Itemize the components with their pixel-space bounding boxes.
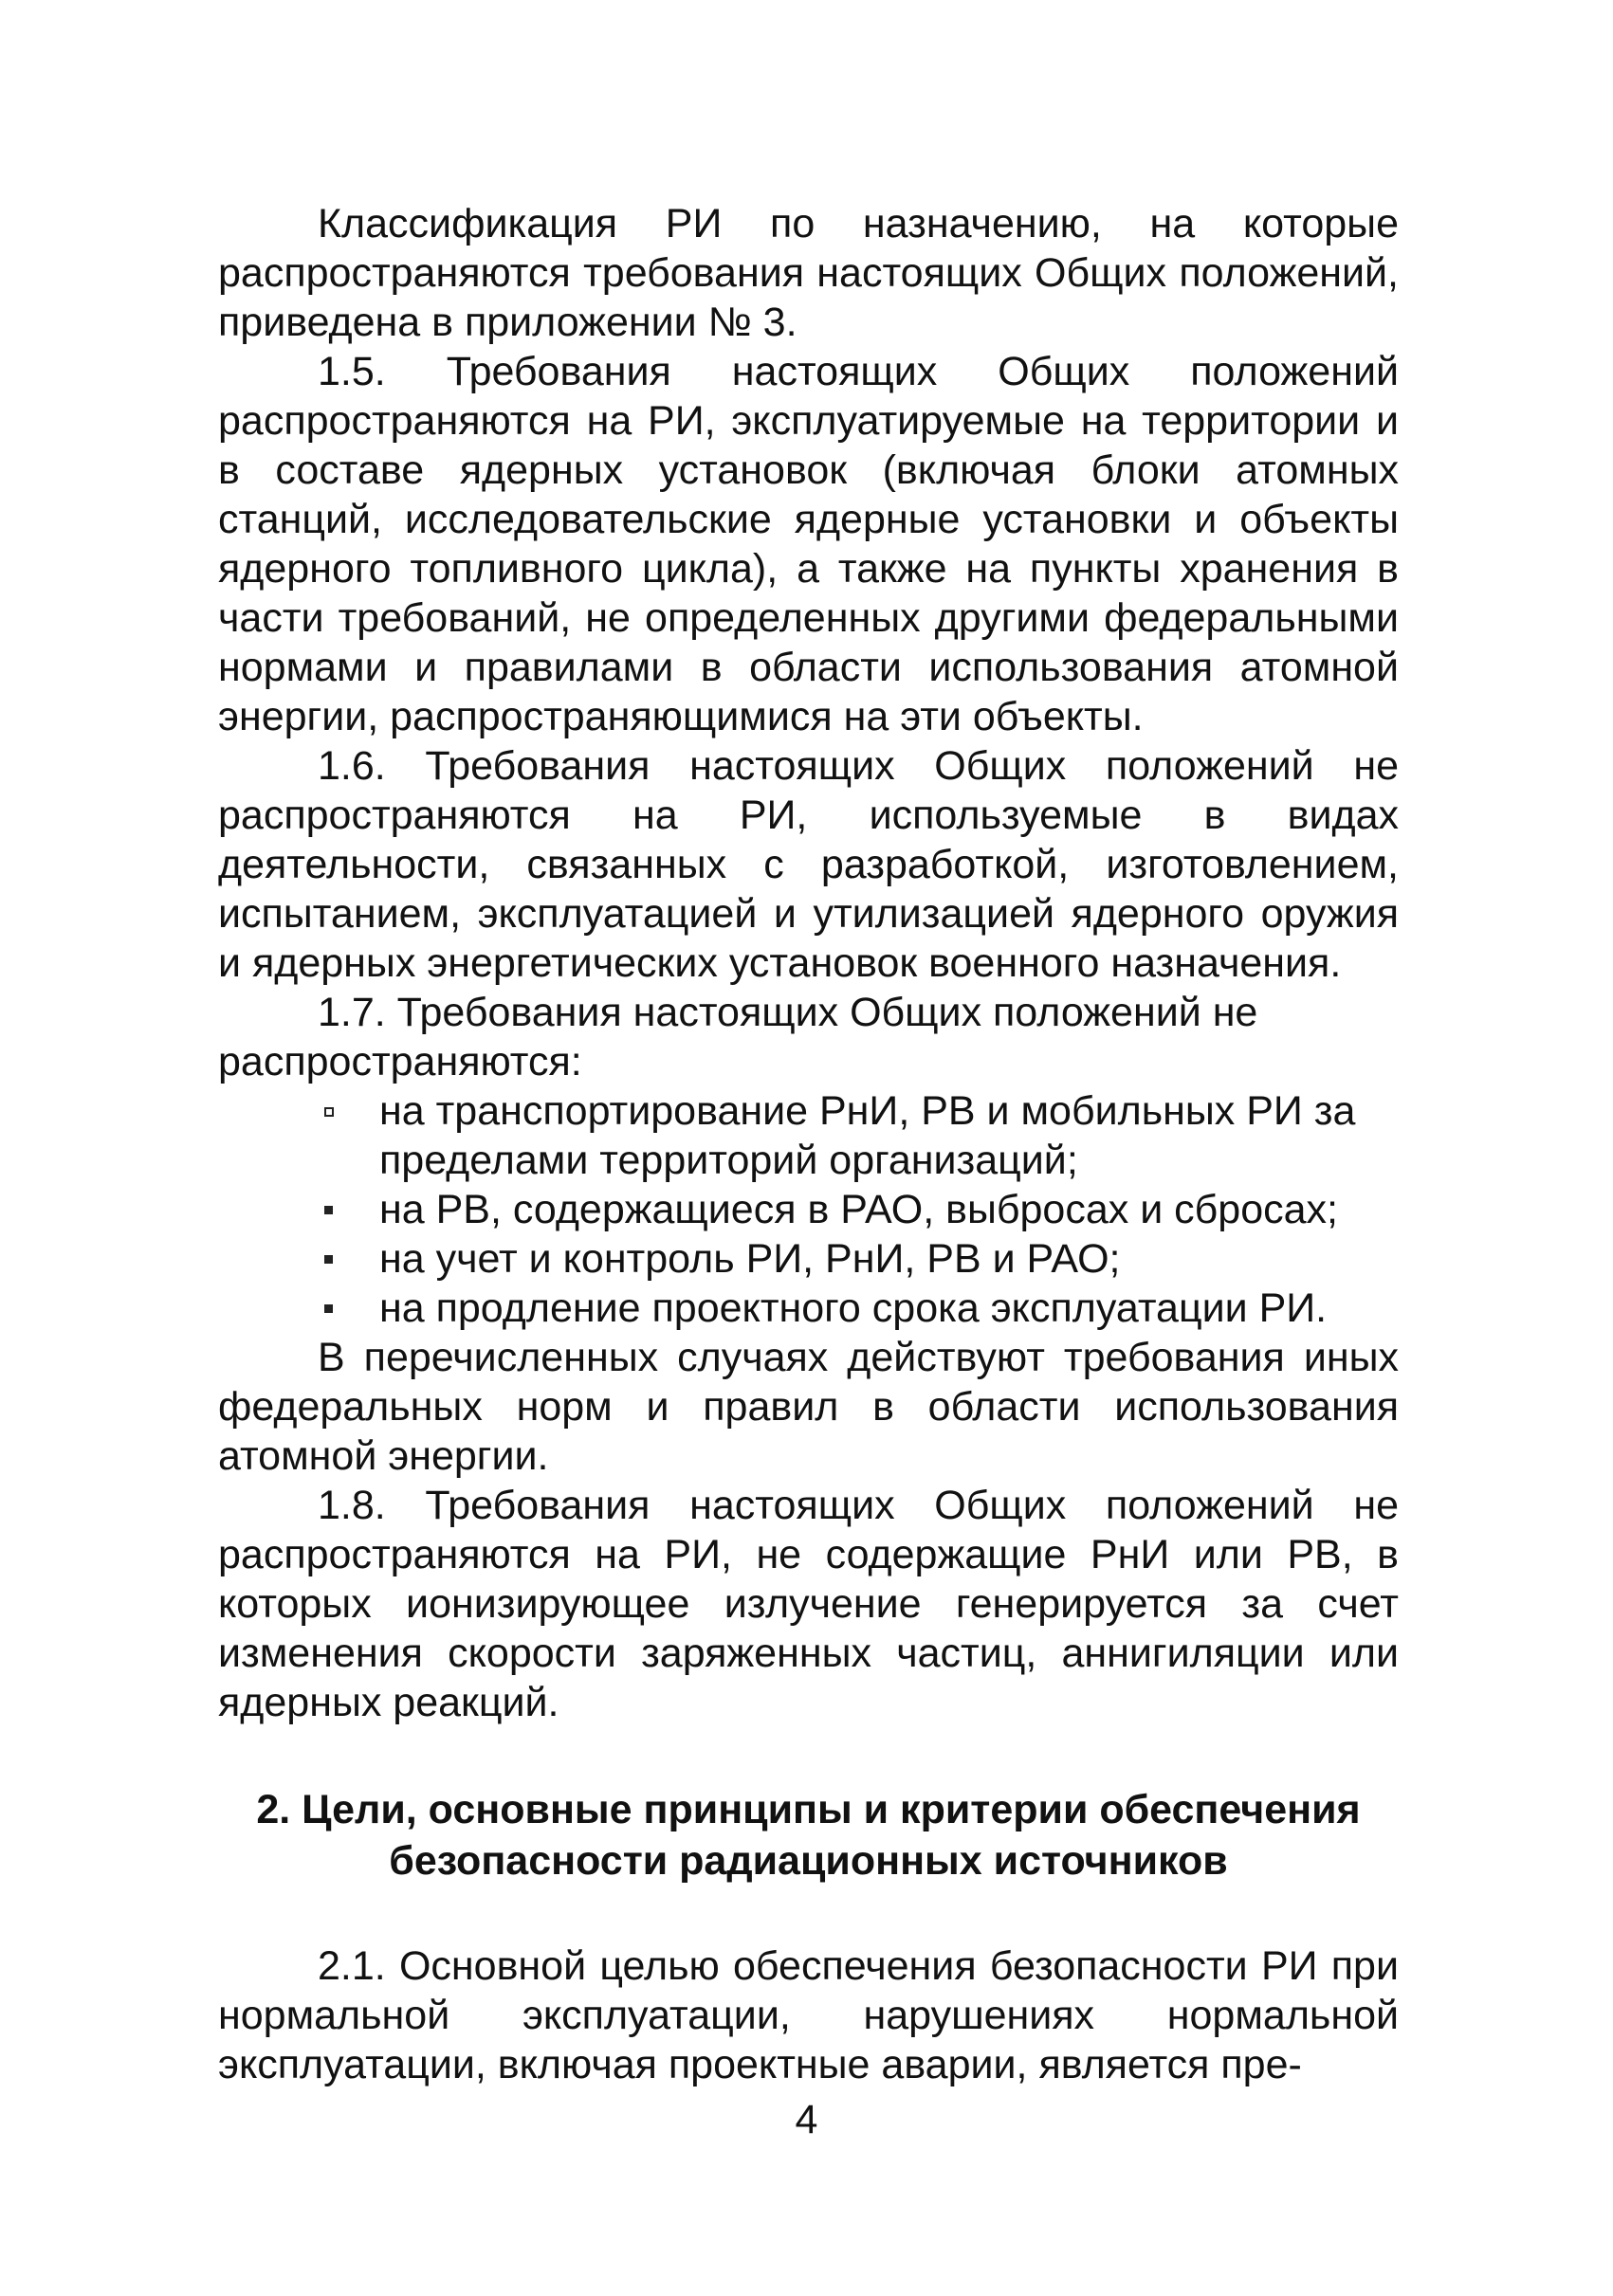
list-item-text: на РВ, содержащиеся в РАО, выбросах и сбросах; <box>379 1187 1338 1232</box>
document-page <box>218 199 1399 2089</box>
list-item-text: на учет и контроль РИ, РнИ, РВ и РАО; <box>379 1236 1121 1282</box>
paragraph-1-6: 1.6. Требования настоящих Общих положений не распространяются на РИ, используемые в видах деятельности, связанных с разработкой, изготовлением, испытанием, эксплуатацией и утилизацией ядерного оружия и ядерных энергетических установок военного назначения. <box>218 743 1399 986</box>
exclusions-list <box>218 1086 1399 1333</box>
list-item <box>218 1284 1399 1333</box>
list-item <box>218 1185 1399 1234</box>
list-item-text: на продление проектного срока эксплуатации РИ. <box>379 1285 1328 1331</box>
bullet-square-icon <box>324 1304 333 1313</box>
paragraph-2-1: 2.1. Основной целью обеспечения безопасности РИ при нормальной эксплуатации, нарушениях нормальной эксплуатации, включая проектные аварии, является пре- <box>218 1943 1399 2087</box>
paragraph-1-5: 1.5. Требования настоящих Общих положений распространяются на РИ, эксплуатируемые на территории и в составе ядерных установок (включая блоки атомных станций, исследовательские ядерные установки и объекты ядерного топливного цикла), а также на пункты хранения в части требований, не определенных другими федеральными нормами и правилами в области использования атомной энергии, распространяющимися на эти объекты. <box>218 349 1399 739</box>
page-number: 4 <box>795 2097 818 2142</box>
paragraph-1-8: 1.8. Требования настоящих Общих положений не распространяются на РИ, не содержащие РнИ или РВ, в которых ионизирующее излучение генерируется за счет изменения скорости заряженных частиц, аннигиляции или ядерных реакций. <box>218 1483 1399 1725</box>
paragraph-other-norms: В перечисленных случаях действуют требования иных федеральных норм и правил в области использования атомной энергии. <box>218 1335 1399 1479</box>
paragraph-classification: Классификация РИ по назначению, на которые распространяются требования настоящих Общих положений, приведена в приложении № 3. <box>218 201 1399 345</box>
list-item <box>218 1086 1399 1185</box>
section-heading <box>218 1784 1399 1886</box>
section-heading-line: безопасности радиационных источников <box>389 1838 1228 1884</box>
bullet-square-icon <box>324 1107 334 1117</box>
section-heading-line: 2. Цели, основные принципы и критерии обеспечения <box>256 1787 1361 1832</box>
bullet-square-icon <box>324 1206 333 1214</box>
bullet-square-icon <box>324 1255 333 1264</box>
paragraph-1-7: 1.7. Требования настоящих Общих положений не распространяются: <box>218 990 1258 1084</box>
list-item <box>218 1234 1399 1284</box>
list-item-text: на транспортирование РнИ, РВ и мобильных РИ за пределами территорий организаций; <box>379 1088 1356 1183</box>
